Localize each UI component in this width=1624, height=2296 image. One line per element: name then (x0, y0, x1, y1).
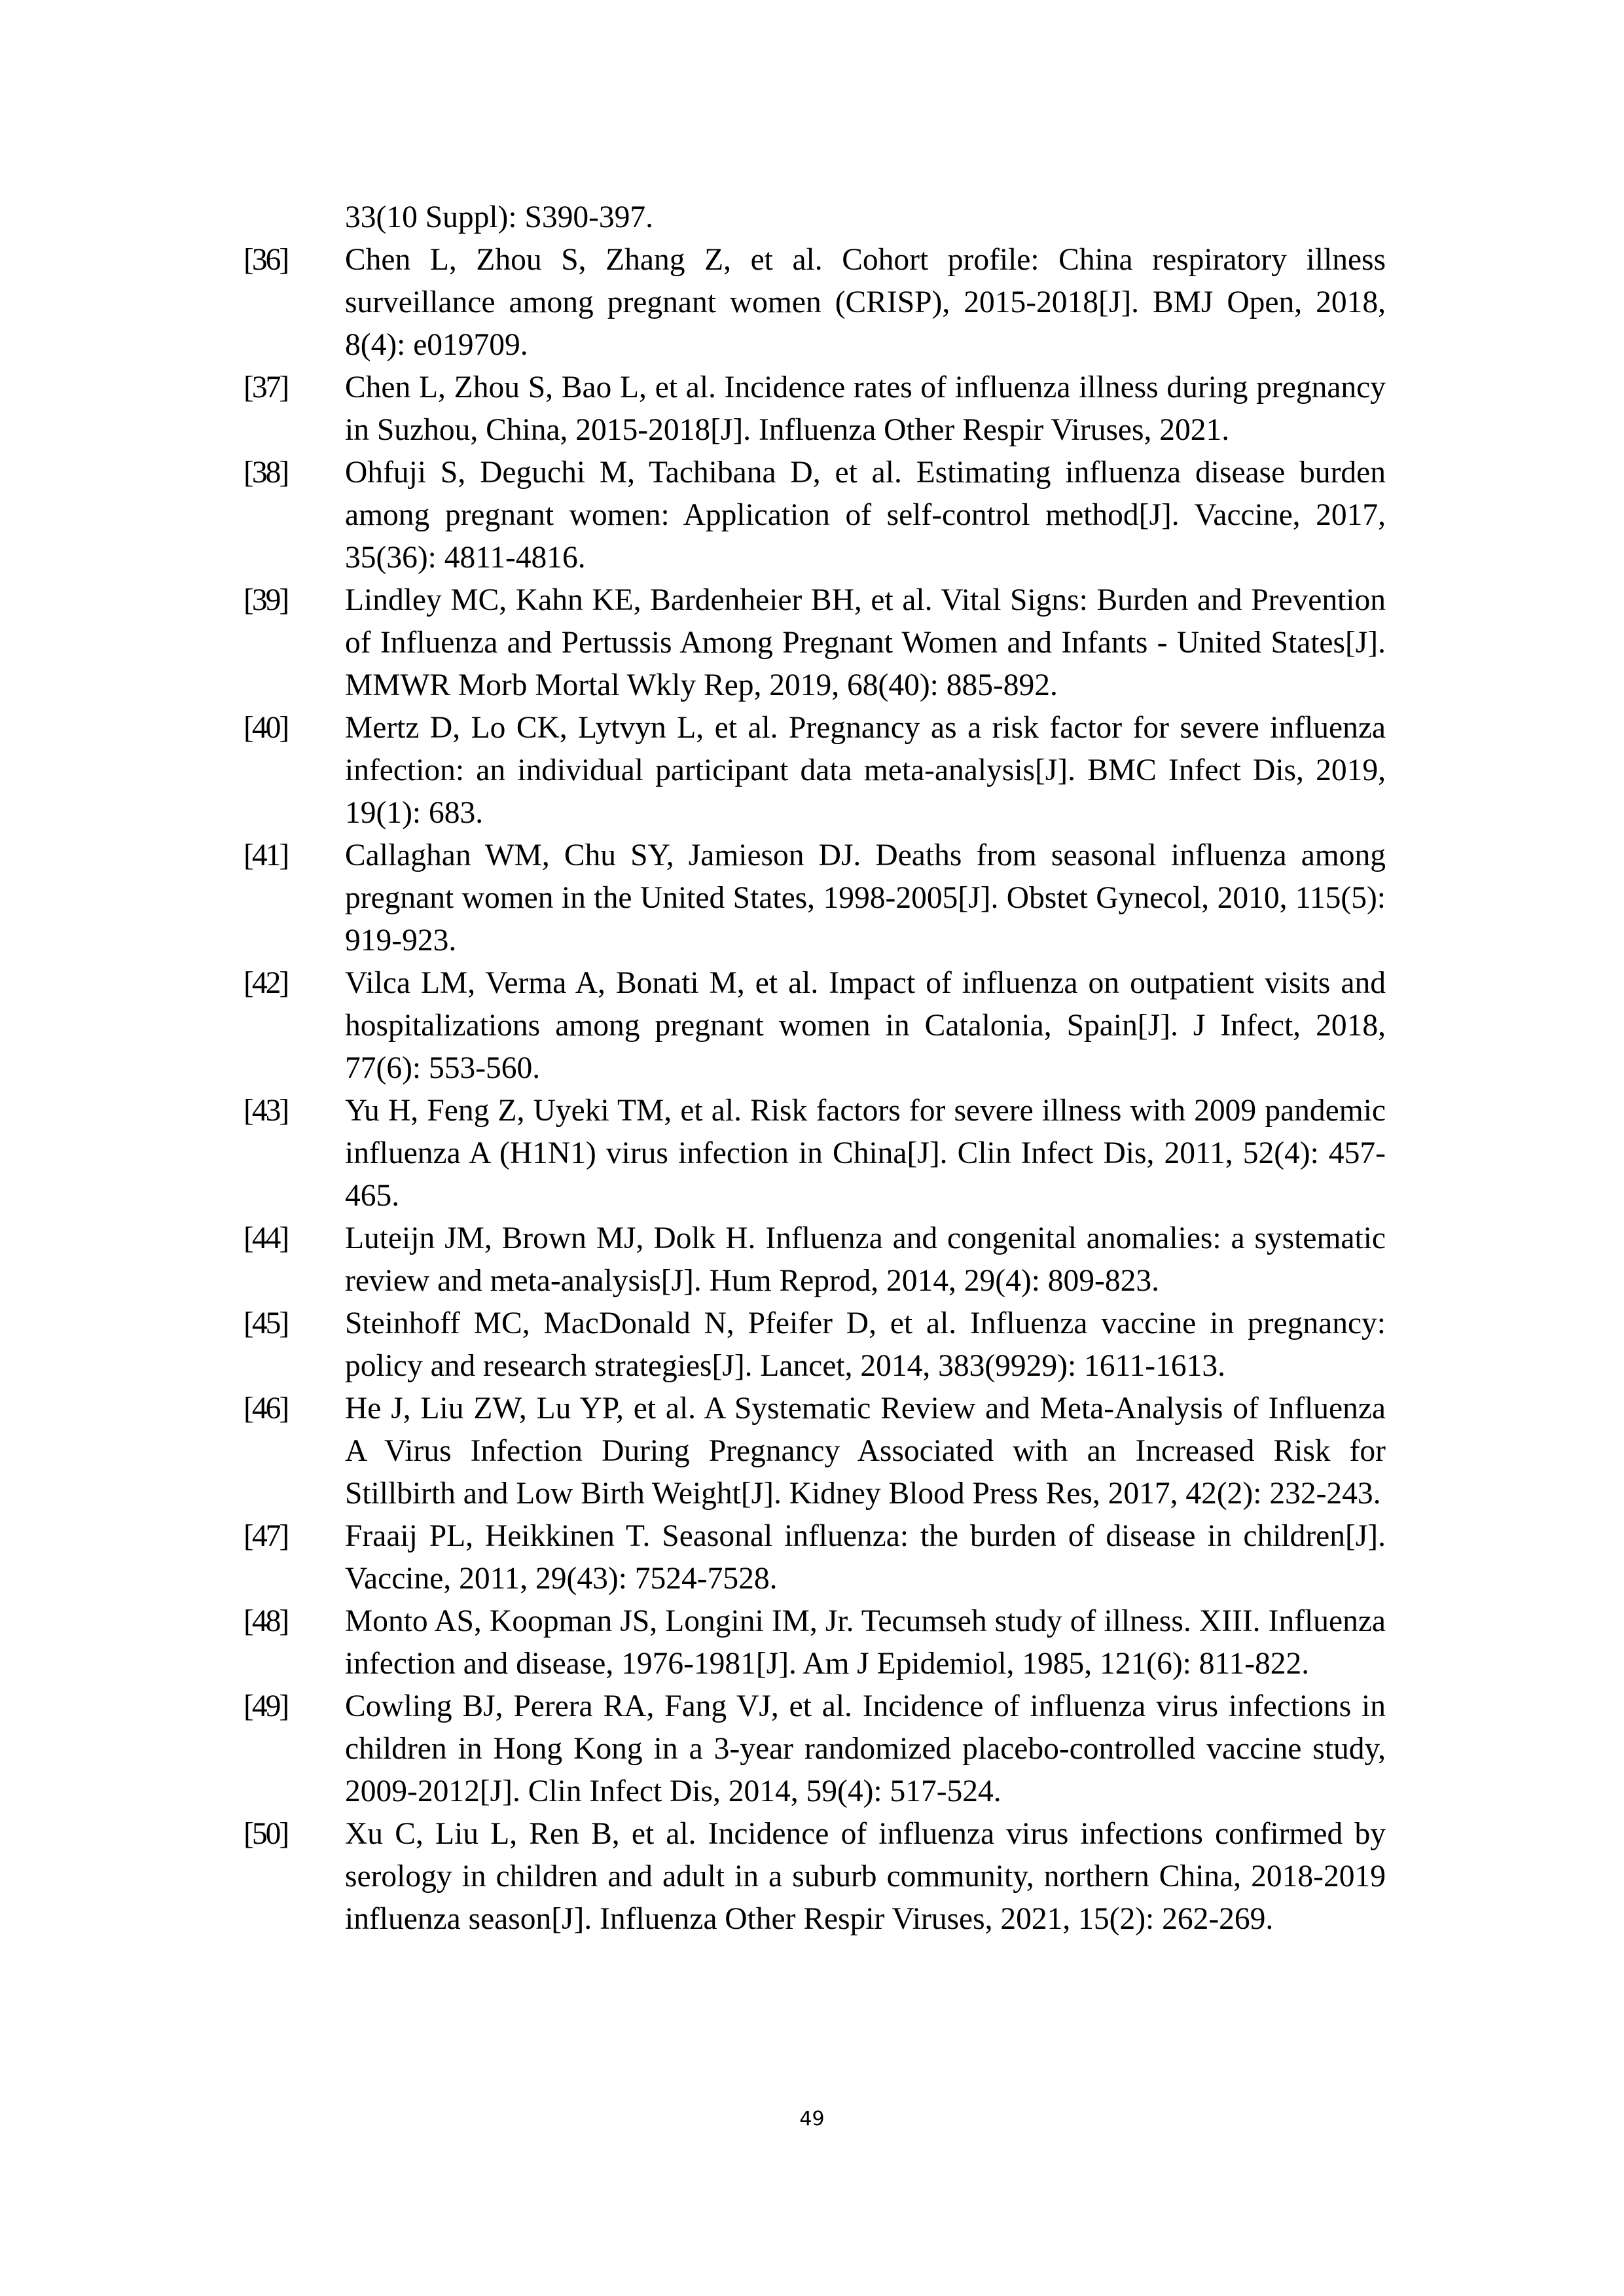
reference-text: Mertz D, Lo CK, Lytvyn L, et al. Pregnancy as a risk factor for severe influenza infection: an individual participant data meta-analysis[J]. BMC Infect Dis, 2019, 19(1): 683. (345, 711, 1386, 830)
reference-item (244, 452, 1386, 579)
reference-item (244, 367, 1386, 452)
reference-number: [43] (244, 1094, 288, 1128)
reference-item (244, 707, 1386, 834)
reference-number: [38] (244, 456, 288, 490)
reference-text: Luteijn JM, Brown MJ, Dolk H. Influenza and congenital anomalies: a systematic review and meta-analysis[J]. Hum Reprod, 2014, 29(4): 809-823. (345, 1221, 1386, 1298)
reference-item (244, 1600, 1386, 1685)
reference-item (244, 1217, 1386, 1302)
reference-text: Lindley MC, Kahn KE, Bardenheier BH, et al. Vital Signs: Burden and Prevention of Influenza and Pertussis Among Pregnant Women and Infants - United States[J]. MMWR Morb Mortal Wkly Rep, 2019, 68(40): 885-892. (345, 583, 1386, 702)
reference-item (244, 1515, 1386, 1600)
reference-item (244, 1813, 1386, 1941)
reference-text: Fraaij PL, Heikkinen T. Seasonal influenza: the burden of disease in children[J]. Vaccine, 2011, 29(43): 7524-7528. (345, 1519, 1386, 1596)
reference-item (244, 579, 1386, 707)
reference-text: Chen L, Zhou S, Bao L, et al. Incidence rates of influenza illness during pregnancy in Suzhou, China, 2015-2018[J]. Influenza Other Respir Viruses, 2021. (345, 370, 1386, 447)
reference-number: [42] (244, 966, 288, 1000)
reference-number: [39] (244, 583, 288, 617)
reference-number: [41] (244, 838, 288, 872)
reference-number: [49] (244, 1689, 288, 1723)
reference-number: [46] (244, 1391, 288, 1426)
reference-text: Ohfuji S, Deguchi M, Tachibana D, et al. Estimating influenza disease burden among pregnant women: Application of self-control method[J]. Vaccine, 2017, 35(36): 4811-4816. (345, 456, 1386, 575)
reference-number: [40] (244, 711, 288, 745)
reference-text: Callaghan WM, Chu SY, Jamieson DJ. Deaths from seasonal influenza among pregnant women in the United States, 1998-2005[J]. Obstet Gynecol, 2010, 115(5): 919-923. (345, 838, 1386, 958)
reference-item (244, 1388, 1386, 1515)
reference-item (244, 1685, 1386, 1813)
reference-item (244, 1090, 1386, 1217)
reference-item (244, 1302, 1386, 1388)
reference-number: [36] (244, 243, 288, 277)
reference-number: [47] (244, 1519, 288, 1553)
reference-number: [37] (244, 370, 288, 404)
reference-item (244, 196, 1386, 239)
page-number: 49 (799, 2108, 825, 2130)
reference-text: Steinhoff MC, MacDonald N, Pfeifer D, et al. Influenza vaccine in pregnancy: policy and research strategies[J]. Lancet, 2014, 383(9929): 1611-1613. (345, 1306, 1386, 1383)
reference-text: Monto AS, Koopman JS, Longini IM, Jr. Tecumseh study of illness. XIII. Influenza infection and disease, 1976-1981[J]. Am J Epidemiol, 1985, 121(6): 811-822. (345, 1604, 1386, 1681)
reference-number: [48] (244, 1604, 288, 1638)
reference-text: He J, Liu ZW, Lu YP, et al. A Systematic Review and Meta-Analysis of Influenza A Virus Infection During Pregnancy Associated with an Increased Risk for Stillbirth and Low Birth Weight[J]. Kidney Blood Press Res, 2017, 42(2): 232-243. (345, 1391, 1386, 1511)
reference-number: [50] (244, 1817, 288, 1851)
reference-item (244, 962, 1386, 1090)
reference-list (244, 196, 1386, 1941)
reference-text: Chen L, Zhou S, Zhang Z, et al. Cohort profile: China respiratory illness surveillance among pregnant women (CRISP), 2015-2018[J]. BMJ Open, 2018, 8(4): e019709. (345, 243, 1386, 362)
reference-item (244, 239, 1386, 367)
reference-number: [45] (244, 1306, 288, 1340)
reference-text: Vilca LM, Verma A, Bonati M, et al. Impact of influenza on outpatient visits and hospitalizations among pregnant women in Catalonia, Spain[J]. J Infect, 2018, 77(6): 553-560. (345, 966, 1386, 1085)
reference-text: 33(10 Suppl): S390-397. (345, 200, 654, 234)
reference-text: Cowling BJ, Perera RA, Fang VJ, et al. Incidence of influenza virus infections in children in Hong Kong in a 3-year randomized placebo-controlled vaccine study, 2009-2012[J]. Clin Infect Dis, 2014, 59(4): 517-524. (345, 1689, 1386, 1808)
reference-text: Yu H, Feng Z, Uyeki TM, et al. Risk factors for severe illness with 2009 pandemic influenza A (H1N1) virus infection in China[J]. Clin Infect Dis, 2011, 52(4): 457-465. (345, 1094, 1386, 1213)
reference-number: [44] (244, 1221, 288, 1255)
reference-item (244, 834, 1386, 962)
reference-text: Xu C, Liu L, Ren B, et al. Incidence of influenza virus infections confirmed by serology in children and adult in a suburb community, northern China, 2018-2019 influenza season[J]. Influenza Other Respir Viruses, 2021, 15(2): 262-269. (345, 1817, 1386, 1936)
